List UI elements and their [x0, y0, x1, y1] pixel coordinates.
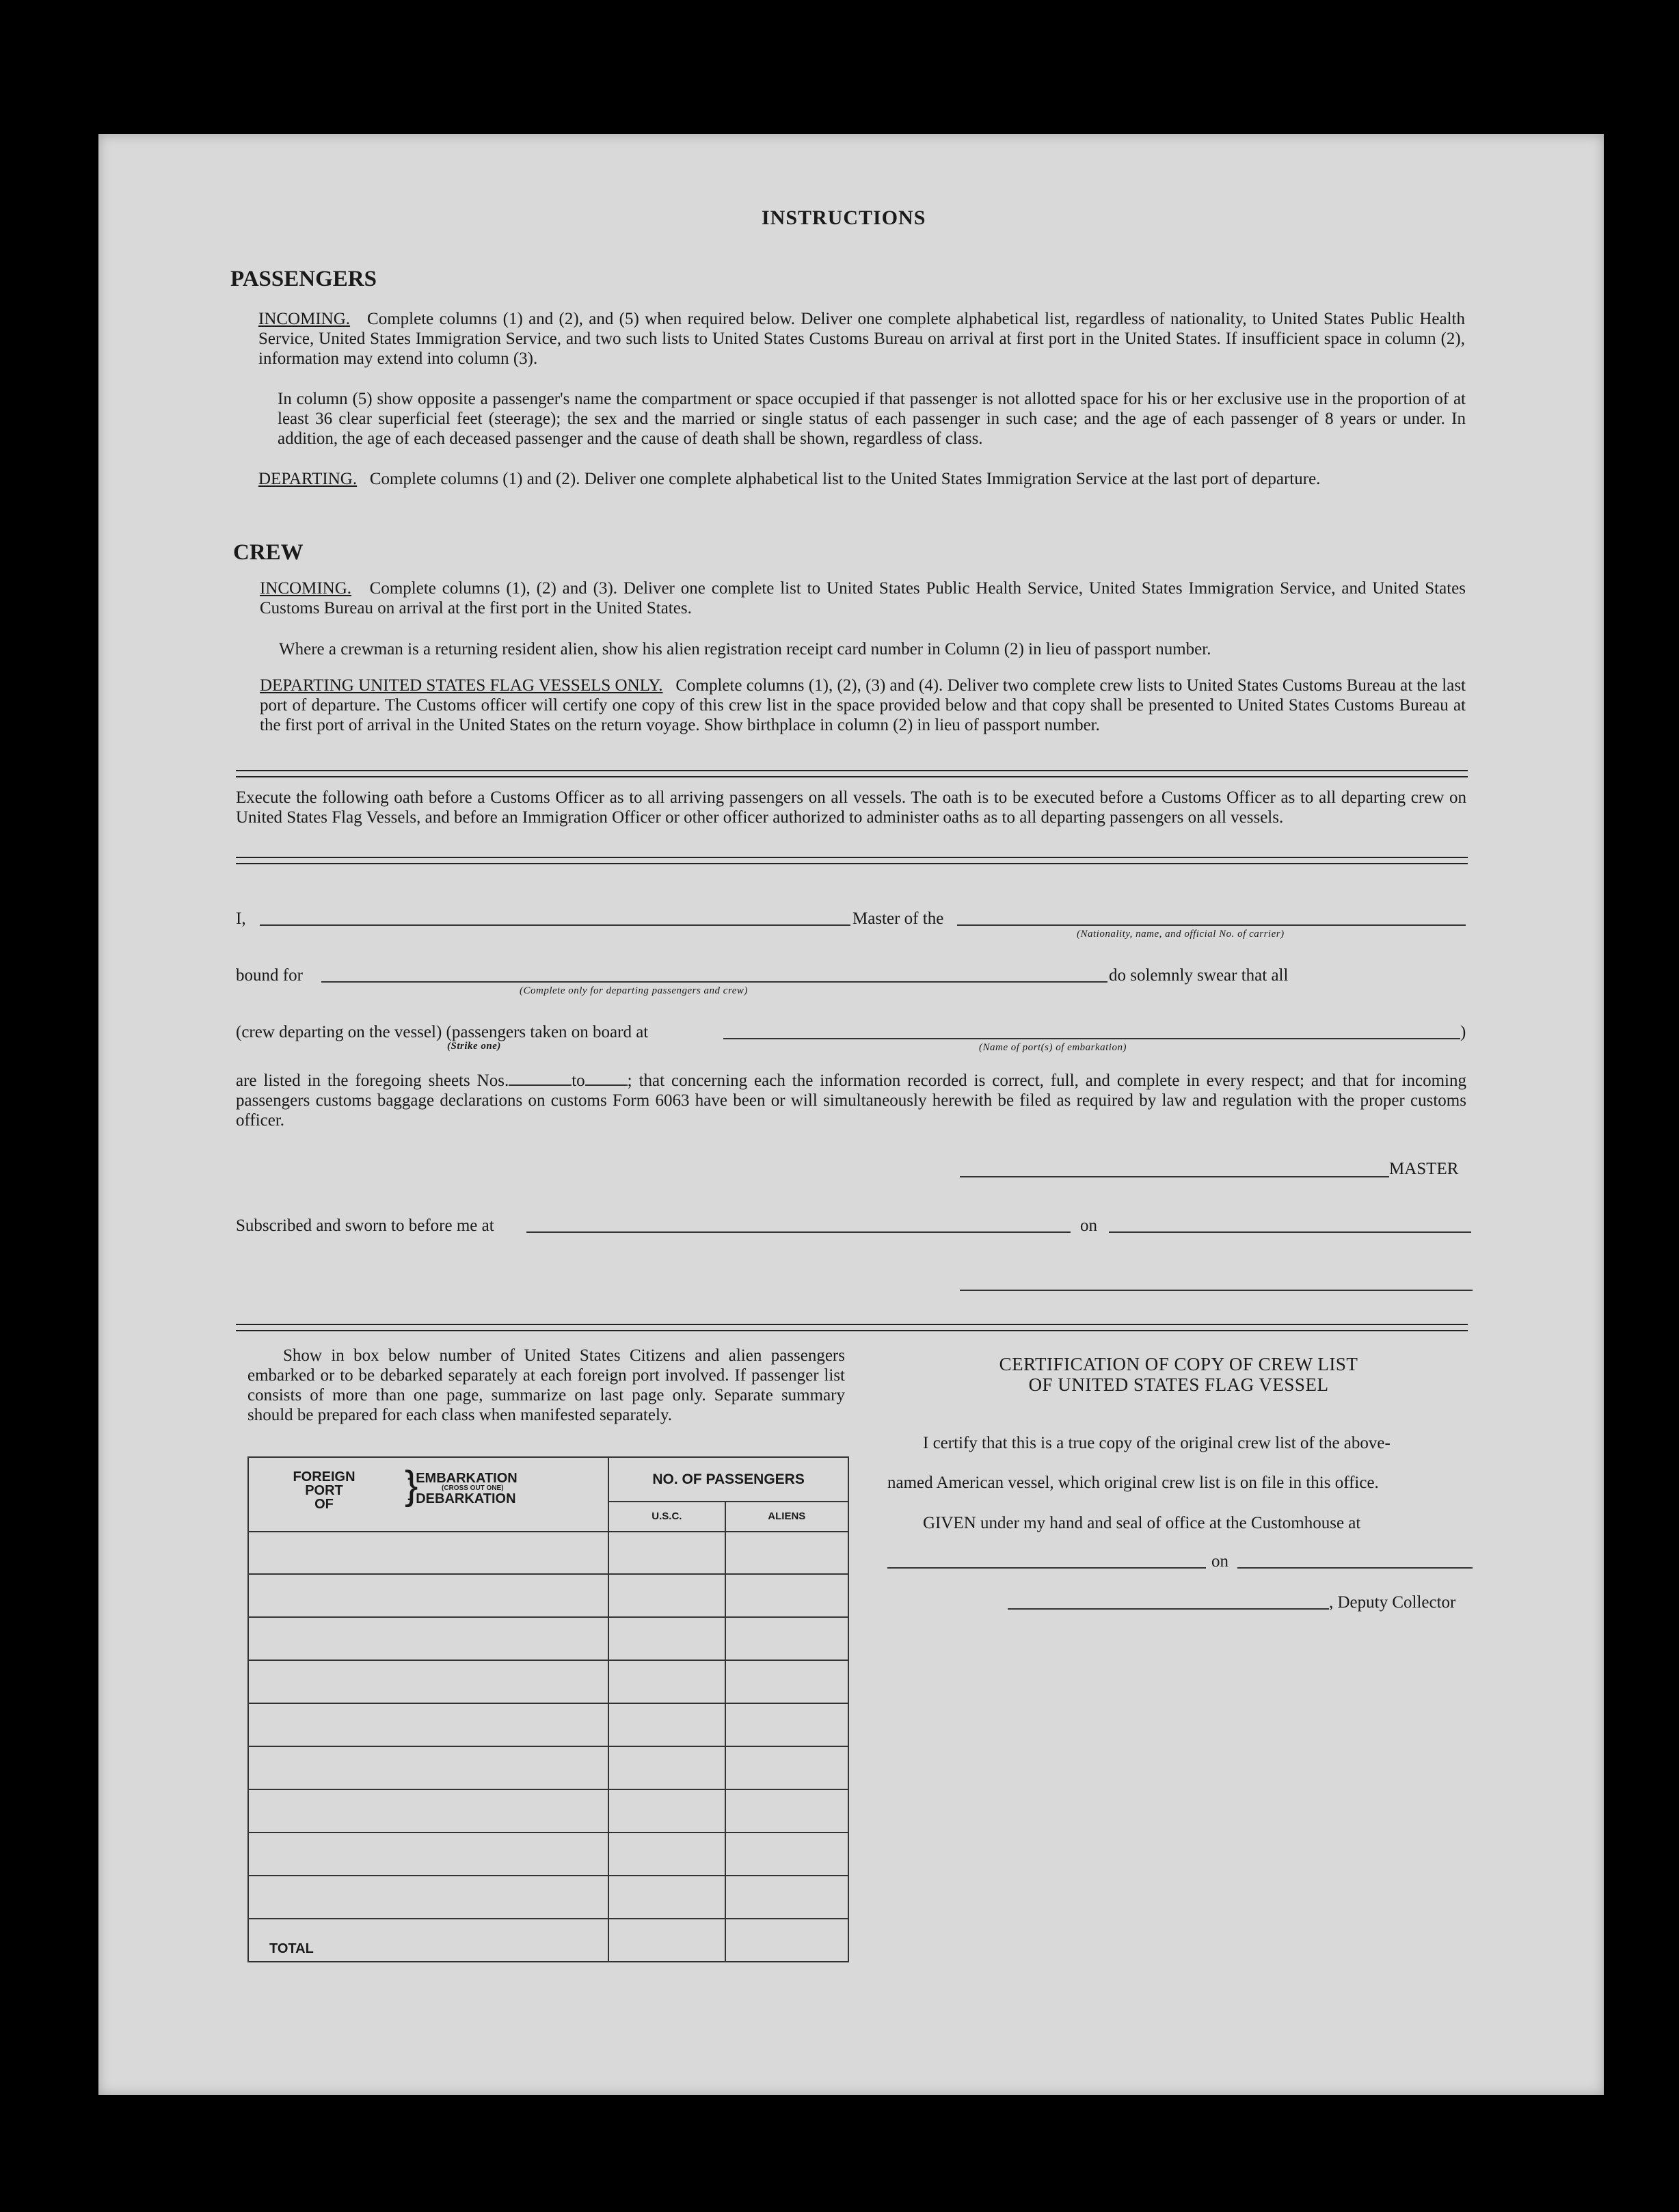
master-of-the-label: Master of the [852, 909, 944, 928]
foreign-label: FOREIGN [293, 1469, 355, 1484]
aliens-cell[interactable] [725, 1660, 848, 1703]
total-label: TOTAL [248, 1919, 608, 1962]
embarkation-ports-caption: (Name of port(s) of embarkation) [979, 1042, 1127, 1053]
carrier-caption: (Nationality, name, and official No. of carrier) [1077, 929, 1285, 940]
embarkation-label: - EMBARKATION [407, 1471, 518, 1486]
crew-incoming-text: Complete columns (1), (2) and (3). Deliver one complete list to United States Public Health Service, United States Immigration Service, and United States Customs Bureau on arrival at the first port in the United States. [260, 579, 1466, 617]
aliens-cell[interactable] [725, 1833, 848, 1876]
usc-cell[interactable] [608, 1703, 725, 1746]
passengers-departing-label: DEPARTING. [258, 470, 358, 488]
aliens-cell[interactable] [725, 1746, 848, 1789]
subscribed-date-line[interactable] [1109, 1231, 1471, 1233]
officer-signature-line[interactable] [960, 1290, 1473, 1291]
sheet-from-blank[interactable] [509, 1072, 572, 1086]
given-line: GIVEN under my hand and seal of office at the Customhouse at [923, 1514, 1361, 1532]
port-cell[interactable] [248, 1617, 608, 1660]
passengers-departing-text: Complete columns (1) and (2). Deliver one complete alphabetical list to the United States Immigration Service at the last port of departure. [369, 470, 1321, 488]
embarkation-ports-line[interactable] [723, 1038, 1460, 1039]
usc-cell[interactable] [608, 1789, 725, 1833]
divider-double-2 [236, 857, 1468, 864]
customhouse-place-line[interactable] [887, 1567, 1206, 1569]
usc-cell[interactable] [608, 1833, 725, 1876]
aliens-cell[interactable] [725, 1876, 848, 1919]
deputy-collector-label: , Deputy Collector [1329, 1593, 1456, 1612]
table-row [248, 1532, 848, 1575]
port-cell[interactable] [248, 1746, 608, 1789]
oath-i-label: I, [236, 909, 246, 928]
certification-title-line2: OF UNITED STATES FLAG VESSEL [1028, 1374, 1329, 1395]
certification-title [930, 1354, 1427, 1395]
port-label: PORT [305, 1483, 343, 1498]
crew-departing-label: DEPARTING UNITED STATES FLAG VESSELS ONLY. [260, 676, 663, 695]
passengers-incoming-paragraph [258, 309, 1465, 369]
carrier-line[interactable] [957, 924, 1466, 926]
passengers-heading: PASSENGERS [230, 267, 377, 291]
crew-incoming-label: INCOMING. [260, 579, 352, 598]
no-passengers-header: NO. OF PASSENGERS [608, 1457, 848, 1502]
bound-for-label: bound for [236, 966, 303, 985]
divider-double-3 [236, 1324, 1468, 1331]
usc-cell[interactable] [608, 1746, 725, 1789]
table-row [248, 1660, 848, 1703]
crew-resident-paragraph: Where a crewman is a returning resident alien, show his alien registration receipt card number in Column (2) in lieu of passport number. [279, 640, 1211, 658]
table-row [248, 1789, 848, 1833]
oath-name-line[interactable] [260, 924, 850, 926]
passengers-incoming-label: INCOMING. [258, 310, 351, 328]
master-label: MASTER [1389, 1160, 1459, 1178]
deputy-collector-signature-line[interactable] [1008, 1608, 1329, 1610]
table-row [248, 1833, 848, 1876]
port-cell[interactable] [248, 1833, 608, 1876]
usc-cell[interactable] [608, 1617, 725, 1660]
subscribed-place-line[interactable] [526, 1231, 1071, 1233]
usc-total-cell[interactable] [608, 1919, 725, 1962]
passengers-departing-paragraph [258, 469, 1465, 489]
certify-line2: named American vessel, which original crew list is on file in this office. [887, 1474, 1379, 1492]
usc-cell[interactable] [608, 1574, 725, 1617]
table-row [248, 1876, 848, 1919]
listed-start-text: are listed in the foregoing sheets Nos. [236, 1071, 509, 1090]
crew-departing-paragraph [260, 676, 1466, 735]
swear-text: do solemnly swear that all [1109, 966, 1289, 985]
table-row [248, 1574, 848, 1617]
crew-incoming-paragraph [260, 578, 1466, 618]
port-cell[interactable] [248, 1532, 608, 1575]
table-header-row [248, 1457, 848, 1502]
table-row [248, 1703, 848, 1746]
port-header-cell [248, 1457, 608, 1532]
aliens-cell[interactable] [725, 1789, 848, 1833]
brace-glyph: } [405, 1463, 418, 1508]
total-row [248, 1919, 848, 1962]
usc-cell[interactable] [608, 1532, 725, 1575]
port-cell[interactable] [248, 1703, 608, 1746]
port-cell[interactable] [248, 1574, 608, 1617]
passengers-incoming-text: Complete columns (1) and (2), and (5) when required below. Deliver one complete alphabetical list, regardless of nationality, to United States Public Health Service, United States Immigration Service, and two such lists to United States Customs Bureau on arrival at first port in the United States. If insufficient space in column (2), information may extend into column (3). [258, 310, 1465, 368]
strike-one-caption: (Strike one) [447, 1041, 501, 1052]
debarkation-label: - DEBARKATION [407, 1491, 516, 1506]
oath-listed-paragraph [236, 1071, 1466, 1130]
port-cell[interactable] [248, 1660, 608, 1703]
certification-title-line1: CERTIFICATION OF COPY OF CREW LIST [999, 1354, 1358, 1374]
aliens-cell[interactable] [725, 1574, 848, 1617]
certification-on-label: on [1211, 1552, 1228, 1571]
sheet-to-blank[interactable] [585, 1072, 628, 1086]
certification-date-line[interactable] [1237, 1567, 1473, 1569]
port-cell[interactable] [248, 1876, 608, 1919]
bound-for-line[interactable] [321, 981, 1107, 983]
table-row [248, 1617, 848, 1660]
cross-out-label: (CROSS OUT ONE) [442, 1484, 504, 1492]
port-cell[interactable] [248, 1789, 608, 1833]
divider-double-1 [236, 770, 1468, 777]
crew-departing-text: Complete columns (1), (2), (3) and (4). Deliver two complete crew lists to United States Customs Bureau at the last port of departure. The Customs officer will certify one copy of this crew list in the space provided below and that copy shall be presented to United States Customs Bureau at the first port of arrival in the United States on the return voyage. Show birthplace in column (2) in lieu of passport number. [260, 676, 1466, 734]
summary-instructions: Show in box below number of United States Citizens and alien passengers embarked or to be debarked separately at each foreign port involved. If passenger list consists of more than one page, summarize on last page only. Separate summary should be prepared for each class when manifested separately. [247, 1346, 845, 1424]
aliens-cell[interactable] [725, 1532, 848, 1575]
bound-for-caption: (Complete only for departing passengers and crew) [520, 985, 748, 996]
instructions-title: INSTRUCTIONS [762, 206, 926, 229]
usc-cell[interactable] [608, 1876, 725, 1919]
aliens-header: ALIENS [725, 1502, 848, 1531]
oath-intro: Execute the following oath before a Customs Officer as to all arriving passengers on all vessels. The oath is to be executed before a Customs Officer as to all departing crew on United States Flag Vessels, and before an Immigration Officer or other officer authorized to administer oaths as to all departing passengers on all vessels. [236, 788, 1466, 827]
passengers-column5-paragraph: In column (5) show opposite a passenger's name the compartment or space occupied if that passenger is not allotted space for his or her exclusive use in the proportion of at least 36 clear superficial feet (steerage); the sex and the married or single status of each passenger in such case; and the age of each passenger of 8 years or under. In addition, the age of each deceased passenger and the cause of death shall be shown, regardless of class. [278, 390, 1466, 448]
aliens-total-cell[interactable] [725, 1919, 848, 1962]
certify-line1: I certify that this is a true copy of the original crew list of the above- [923, 1434, 1391, 1452]
ports-summary-table [247, 1456, 849, 1962]
crew-heading: CREW [233, 540, 304, 565]
crew-passengers-text: (crew departing on the vessel) (passengers taken on board at [236, 1023, 649, 1041]
subscribed-on-label: on [1080, 1216, 1097, 1235]
aliens-cell[interactable] [725, 1617, 848, 1660]
aliens-cell[interactable] [725, 1703, 848, 1746]
close-paren: ) [1460, 1023, 1466, 1041]
subscribed-label: Subscribed and sworn to before me at [236, 1216, 494, 1235]
usc-header: U.S.C. [608, 1502, 725, 1531]
table-row [248, 1746, 848, 1789]
of-label: OF [314, 1497, 334, 1512]
to-text: to [572, 1071, 585, 1090]
usc-cell[interactable] [608, 1660, 725, 1703]
master-signature-line[interactable] [960, 1176, 1389, 1177]
listed-rest-text: ; that concerning each the information recorded is correct, full, and complete in every respect; and that for incoming passengers customs baggage declarations on customs Form 6063 have been or will simultaneously herewith be filed as required by law and regulation with the proper customs officer. [236, 1071, 1466, 1130]
